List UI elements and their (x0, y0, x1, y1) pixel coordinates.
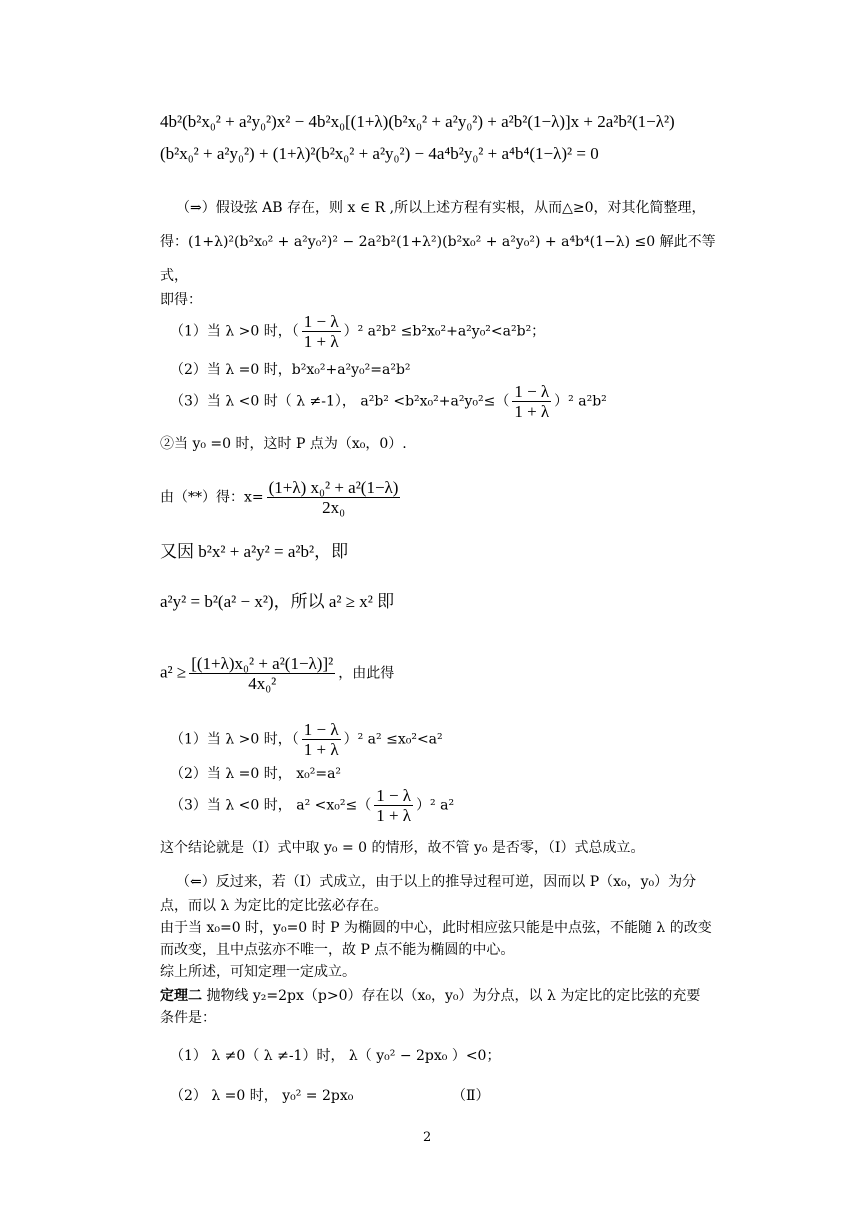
theorem-2-line1 (160, 986, 700, 1006)
equation-tag-II: （Ⅱ） (452, 1088, 490, 1104)
equation-line-2: (b²x₀² + a²y₀²) + (1+λ)²(b²x₀² + a²y₀²) − 4a⁴b²y₀² + a⁴b⁴(1−λ)² = 0 (160, 144, 599, 163)
case-d3-suffix: ）² a² (416, 797, 455, 814)
page-number: 2 (423, 1130, 432, 1145)
fraction-one-minus-lambda (302, 720, 341, 759)
case-y0-zero: ②当 y₀ =0 时，这时 P 点为（x₀，0）. (160, 436, 407, 452)
a-squared-inequality-line: a²y² = b²(a² − x²)，所以 a² ≥ x² 即 (160, 592, 395, 611)
paragraph-forward-proof-line3: 式， (160, 268, 188, 284)
ellipse-center-note-line1: 由于当 x₀=0 时，y₀=0 时 P 为椭圆的中心，此时相应弦只能是中点弦，不能随 λ 的改变 (160, 920, 712, 936)
fraction-one-minus-lambda (512, 382, 551, 421)
x-formula (160, 478, 403, 517)
case-d3-lambda-negative (170, 786, 454, 825)
case-2-lambda-zero: （2）当 λ =0 时，b²x₀²+a²y₀²=a²b² (170, 362, 411, 378)
a-squared-bound-denominator: 4x₀² (248, 674, 277, 693)
x-formula-numerator: (1+λ) x₀² + a²(1−λ) (268, 478, 399, 497)
case-3-lambda-negative (170, 382, 607, 421)
x-formula-denominator: 2x₀ (322, 498, 346, 517)
a-squared-bound-fraction (189, 654, 335, 693)
label-jide: 即得： (160, 292, 202, 308)
a-squared-bound (160, 654, 394, 693)
fraction-one-minus-lambda (374, 786, 413, 825)
case-3-suffix: ）² a²b² (554, 393, 607, 410)
theorem-2-statement: 抛物线 y₂=2px（p>0）存在以（x₀，y₀）为分点，以 λ 为定比的定比弦的充要 (202, 988, 701, 1004)
equation-line-1: 4b²(b²x₀² + a²y₀²)x² − 4b²x₀[(1+λ)(b²x₀² + a²y₀²) + a²b²(1−λ)]x + 2a²b²(1−λ²) (160, 112, 675, 131)
fraction-denominator: 1 + λ (514, 402, 550, 421)
case-d2-lambda-zero: （2）当 λ =0 时， x₀²=a² (170, 766, 342, 782)
fraction-numerator: 1 − λ (514, 382, 550, 401)
case-d3-prefix: （3）当 λ <0 时， a² <x₀²≤（ (170, 797, 372, 814)
reverse-proof-line1: （⇐）反过来，若（Ⅰ）式成立，由于以上的推导过程可逆，因而以 P（x₀，y₀）为分 (176, 874, 697, 890)
paragraph-forward-proof-line1: （⇒）假设弦 AB 存在，则 x ∈ R ,所以上述方程有实根，从而△≥0，对其化简整理， (176, 200, 706, 216)
case-1-suffix: ）² a²b² ≤b²x₀²+a²y₀²<a²b²； (343, 323, 546, 340)
summary-line: 综上所述，可知定理一定成立。 (160, 964, 356, 980)
theorem-2-title: 定理二 (160, 988, 202, 1004)
a-squared-bound-suffix: ，由此得 (338, 665, 395, 682)
case-1-prefix: （1）当 λ >0 时，（ (170, 323, 299, 340)
case-1-lambda-positive (170, 312, 545, 351)
theorem-2-condition-2: （2） λ =0 时， y₀² = 2px₀ (170, 1088, 354, 1104)
fraction-denominator: 1 + λ (376, 806, 412, 825)
ellipse-equation-line: 又因 b²x² + a²y² = a²b²，即 (160, 542, 349, 561)
case-d1-lambda-positive (170, 720, 443, 759)
fraction-denominator: 1 + λ (303, 332, 339, 351)
case-3-prefix: （3）当 λ <0 时（ λ ≠-1）， a²b² <b²x₀²+a²y₀²≤（ (170, 393, 510, 410)
reverse-proof-line2: 点，而以 λ 为定比的定比弦必存在。 (160, 898, 388, 914)
a-squared-bound-numerator: [(1+λ)x₀² + a²(1−λ)]² (191, 654, 334, 673)
fraction-one-minus-lambda (302, 312, 341, 351)
case-d1-prefix: （1）当 λ >0 时，（ (170, 731, 299, 748)
x-formula-fraction (267, 478, 401, 517)
paragraph-forward-proof-line2: 得：(1+λ)²(b²x₀² + a²y₀²)² − 2a²b²(1+λ²)(b²x₀² + a²y₀²) + a⁴b⁴(1−λ) ≤0 解此不等 (160, 234, 716, 250)
fraction-numerator: 1 − λ (376, 786, 412, 805)
theorem-2-line2: 条件是： (160, 1010, 216, 1026)
case-d1-suffix: ）² a² ≤x₀²<a² (343, 731, 443, 748)
a-squared-bound-lhs: a² ≥ (160, 662, 187, 682)
fraction-denominator: 1 + λ (303, 740, 339, 759)
conclusion-line: 这个结论就是（Ⅰ）式中取 y₀ = 0 的情形，故不管 y₀ 是否零，（Ⅰ）式总成立。 (160, 840, 645, 856)
x-formula-prefix: 由（**）得：x= (160, 489, 264, 506)
fraction-numerator: 1 − λ (303, 720, 339, 739)
fraction-numerator: 1 − λ (303, 312, 339, 331)
theorem-2-condition-1: （1） λ ≠0（ λ ≠-1）时， λ（ y₀² − 2px₀ ）<0； (170, 1048, 501, 1064)
ellipse-center-note-line2: 而改变，且中点弦亦不唯一，故 P 点不能为椭圆的中心。 (160, 942, 515, 958)
